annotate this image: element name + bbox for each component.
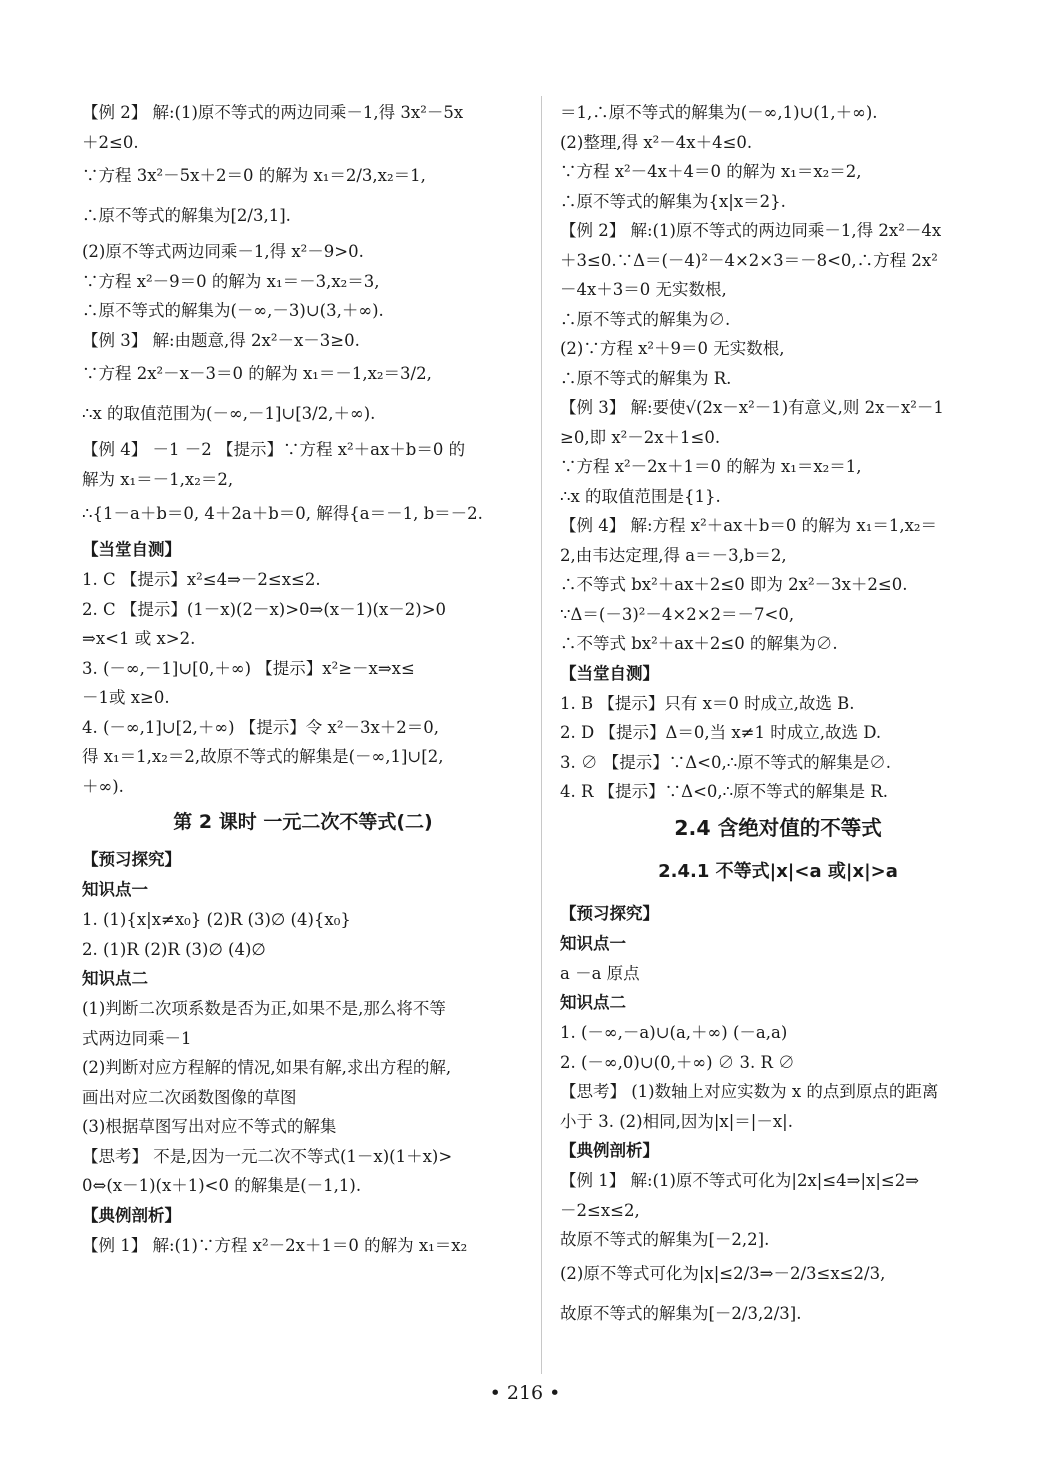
text-line: 【例 3】 解:由题意,得 2x²－x－3≥0. — [82, 330, 360, 350]
text-line: 小于 3. (2)相同,因为|x|＝|－x|. — [560, 1111, 793, 1131]
text-line: ∵方程 x²－9＝0 的解为 x₁＝－3,x₂＝3, — [82, 271, 380, 291]
text-line: 故原不等式的解集为[－2/3,2/3]. — [560, 1303, 802, 1323]
text-line: 1. C 【提示】x²≤4⇒－2≤x≤2. — [82, 570, 321, 589]
text-line: ∵方程 x²－4x＋4＝0 的解为 x₁＝x₂＝2, — [560, 162, 862, 181]
text-line: ∴不等式 bx²＋ax＋2≤0 即为 2x²－3x＋2≤0. — [560, 575, 908, 594]
text-line: 2. (1)R (2)R (3)∅ (4)∅ — [82, 939, 266, 959]
text-line: －1或 x≥0. — [82, 688, 170, 707]
text-line: ∴不等式 bx²＋ax＋2≤0 的解集为∅. — [560, 634, 838, 653]
right-column — [560, 98, 996, 1335]
text-line: (1)判断二次项系数是否为正,如果不是,那么将不等 — [82, 999, 446, 1018]
text-line: －2≤x≤2, — [560, 1200, 640, 1220]
text-line: (3)根据草图写出对应不等式的解集 — [82, 1117, 337, 1136]
text-line: 1. (1){x|x≠x₀} (2)R (3)∅ (4){x₀} — [82, 910, 351, 929]
text-line: (2)原不等式可化为|x|≤2/3⇒－2/3≤x≤2/3, — [560, 1263, 886, 1283]
text-line: 【例 1】 解:(1)∵方程 x²－2x＋1＝0 的解为 x₁＝x₂ — [82, 1235, 468, 1255]
text-line: ∵Δ＝(－3)²－4×2×2＝－7<0, — [560, 604, 795, 624]
subheading: 【当堂自测】 — [560, 663, 659, 683]
text-line: 【例 1】 解:(1)原不等式可化为|2x|≤4⇒|x|≤2⇒ — [560, 1171, 920, 1190]
text-line: 【思考】 (1)数轴上对应实数为 x 的点到原点的距离 — [560, 1082, 939, 1101]
text-line: ∴x 的取值范围为(－∞,－1]∪[3/2,＋∞). — [82, 404, 376, 423]
text-line: ＋∞). — [82, 776, 124, 796]
text-line: 4. R 【提示】∵Δ<0,∴原不等式的解集是 R. — [560, 782, 889, 801]
subheading: 知识点一 — [560, 933, 626, 953]
text-line: (2)整理,得 x²－4x＋4≤0. — [560, 132, 753, 152]
text-line: 【思考】 不是,因为一元二次不等式(1－x)(1＋x)> — [82, 1146, 453, 1166]
subheading: 【预习探究】 — [560, 903, 659, 923]
text-line: 【例 4】 －1 －2 【提示】∵方程 x²＋ax＋b＝0 的 — [82, 440, 466, 459]
text-line: 2. (－∞,0)∪(0,＋∞) ∅ 3. R ∅ — [560, 1052, 795, 1072]
subheading: 【预习探究】 — [82, 850, 181, 869]
text-line: ＋3≤0.∵Δ＝(－4)²－4×2×3＝－8<0,∴方程 2x² — [560, 250, 938, 270]
subheading: 知识点一 — [82, 880, 148, 899]
text-line: 【例 3】 解:要使√(2x－x²－1)有意义,则 2x－x²－1 — [560, 398, 944, 417]
text-line: (2)∵方程 x²＋9＝0 无实数根, — [560, 339, 785, 358]
text-line: ≥0,即 x²－2x＋1≤0. — [560, 427, 721, 447]
text-line: (2)原不等式两边同乘－1,得 x²－9>0. — [82, 242, 364, 261]
left-column — [82, 98, 524, 1260]
subsection-heading: 2.4.1 不等式|x|<a 或|x|>a — [658, 860, 898, 882]
text-line: ∴原不等式的解集为∅. — [560, 309, 731, 329]
section-heading: 第 2 课时 一元二次不等式(二) — [173, 811, 433, 833]
text-line: 画出对应二次函数图像的草图 — [82, 1087, 297, 1107]
text-line: 1. (－∞,－a)∪(a,＋∞) (－a,a) — [560, 1023, 788, 1042]
text-line: ∴原不等式的解集为{x|x＝2}. — [560, 191, 786, 211]
text-line: ∵方程 3x²－5x＋2＝0 的解为 x₁＝2/3,x₂＝1, — [82, 166, 426, 185]
text-line: 解为 x₁＝－1,x₂＝2, — [82, 469, 234, 489]
subheading: 【典例剖析】 — [560, 1141, 659, 1160]
text-line: 3. ∅ 【提示】∵Δ<0,∴原不等式的解集是∅. — [560, 752, 891, 772]
text-line: ⇒x<1 或 x>2. — [82, 629, 196, 648]
subheading: 知识点二 — [560, 993, 626, 1012]
text-line: 故原不等式的解集为[－2,2]. — [560, 1230, 770, 1249]
text-line: －4x＋3＝0 无实数根, — [560, 280, 727, 299]
text-line: ∴x 的取值范围是{1}. — [560, 486, 721, 506]
text-line: 3. (－∞,－1]∪[0,＋∞) 【提示】x²≥－x⇒x≤ — [82, 658, 415, 678]
text-line: 【例 4】 解:方程 x²＋ax＋b＝0 的解为 x₁＝1,x₂＝ — [560, 516, 937, 535]
text-line: ∴{1－a＋b＝0, 4＋2a＋b＝0, 解得{a＝－1, b＝－2. — [82, 504, 483, 523]
text-line: 得 x₁＝1,x₂＝2,故原不等式的解集是(－∞,1]∪[2, — [82, 747, 444, 766]
text-line: a －a 原点 — [560, 963, 640, 983]
subheading: 【当堂自测】 — [82, 540, 181, 559]
text-line: 1. B 【提示】只有 x＝0 时成立,故选 B. — [560, 693, 855, 713]
section-heading: 2.4 含绝对值的不等式 — [674, 815, 882, 840]
text-line: ＋2≤0. — [82, 132, 139, 152]
text-line: 2. C 【提示】(1－x)(2－x)>0⇒(x－1)(x－2)>0 — [82, 599, 447, 619]
text-line: ∵方程 x²－2x＋1＝0 的解为 x₁＝x₂＝1, — [560, 457, 862, 476]
text-line: 【例 2】 解:(1)原不等式的两边同乘－1,得 2x²－4x — [560, 221, 942, 240]
text-line: ＝1,∴原不等式的解集为(－∞,1)∪(1,＋∞). — [560, 103, 878, 122]
text-line: 2,由韦达定理,得 a＝－3,b＝2, — [560, 545, 787, 565]
text-line: 0⇔(x－1)(x＋1)<0 的解集是(－1,1). — [82, 1176, 362, 1195]
column-divider — [541, 96, 542, 1374]
text-line: ∴原不等式的解集为 R. — [560, 368, 732, 388]
text-line: 4. (－∞,1]∪[2,＋∞) 【提示】令 x²－3x＋2＝0, — [82, 717, 439, 737]
page-number: • 216 • — [489, 1382, 561, 1404]
text-line: 2. D 【提示】Δ＝0,当 x≠1 时成立,故选 D. — [560, 723, 882, 742]
text-line: 式两边同乘－1 — [82, 1028, 192, 1048]
text-line: 【例 2】 解:(1)原不等式的两边同乘－1,得 3x²－5x — [82, 103, 464, 122]
text-line: ∵方程 2x²－x－3＝0 的解为 x₁＝－1,x₂＝3/2, — [82, 364, 432, 383]
subheading: 【典例剖析】 — [82, 1205, 181, 1225]
subheading: 知识点二 — [82, 969, 148, 988]
text-line: ∴原不等式的解集为(－∞,－3)∪(3,＋∞). — [82, 301, 384, 320]
text-line: (2)判断对应方程解的情况,如果有解,求出方程的解, — [82, 1058, 452, 1077]
text-line: ∴原不等式的解集为[2/3,1]. — [82, 206, 291, 225]
